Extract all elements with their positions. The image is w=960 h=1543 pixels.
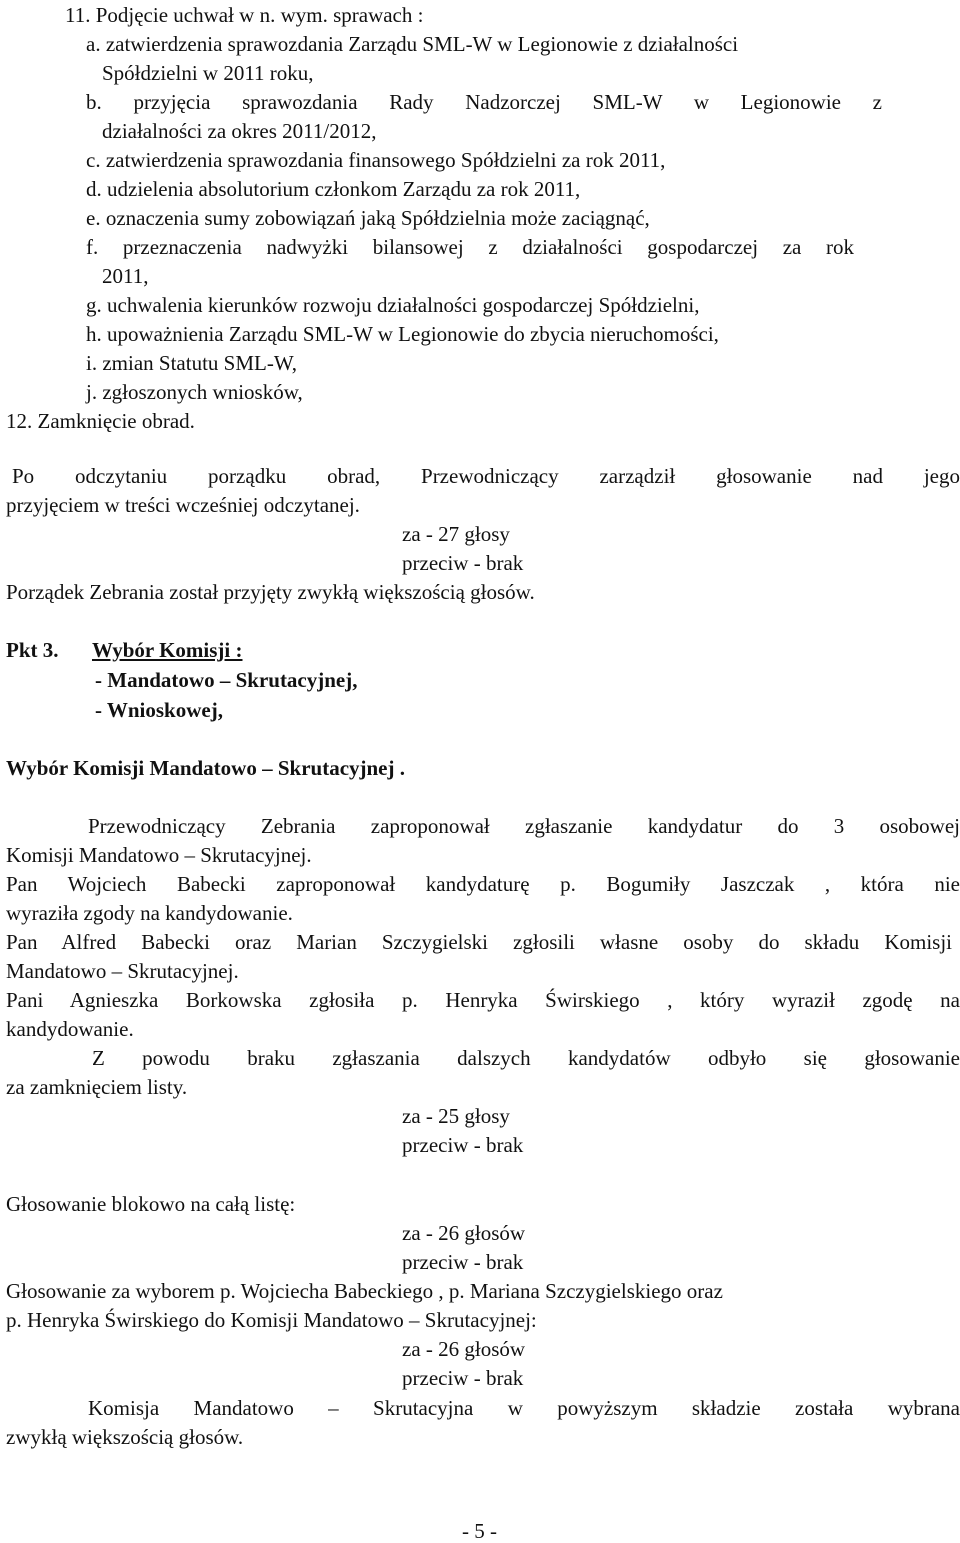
agenda-subitem-g: g. uchwalenia kierunków rozwoju działalności gospodarczej Spółdzielni,	[86, 293, 700, 317]
point-title: Wybór Komisji :	[92, 638, 243, 662]
agenda-subitem-f-cont: 2011,	[102, 264, 149, 288]
agenda-subitem-h: h. upoważnienia Zarządu SML-W w Legionowie do zbycia nieruchomości,	[86, 322, 719, 346]
vote-for: za - 26 głosów	[402, 1221, 526, 1245]
paragraph-4: Pani Agnieszka Borkowska zgłosiła p. Henryka Świrskiego , który wyraził zgodę na	[6, 988, 960, 1012]
agenda-subitem-f: f. przeznaczenia nadwyżki bilansowej z działalności gospodarczej za rok	[86, 235, 854, 259]
committee-option-2: - Wnioskowej,	[95, 698, 223, 722]
paragraph-7-cont: zwykłą większością głosów.	[6, 1425, 244, 1449]
point-label: Pkt 3.	[6, 638, 59, 662]
agenda-subitem-j: j. zgłoszonych wniosków,	[86, 380, 303, 404]
paragraph-4-cont: kandydowanie.	[6, 1017, 134, 1041]
agenda-subitem-b-cont: działalności za okres 2011/2012,	[102, 119, 377, 143]
paragraph-6: Głosowanie za wyborem p. Wojciecha Babeckiego , p. Mariana Szczygielskiego oraz	[6, 1279, 723, 1303]
committee-option-1: - Mandatowo – Skrutacyjnej,	[95, 668, 358, 692]
paragraph-7: Komisja Mandatowo – Skrutacyjna w powyższym składzie została wybrana	[88, 1396, 960, 1420]
agenda-item-11: 11. Podjęcie uchwał w n. wym. sprawach :	[65, 3, 424, 27]
paragraph-2: Pan Wojciech Babecki zaproponował kandydaturę p. Bogumiły Jaszczak , która nie	[6, 872, 960, 896]
paragraph-1-cont: Komisji Mandatowo – Skrutacyjnej.	[6, 843, 312, 867]
vote-against: przeciw - brak	[402, 1366, 524, 1390]
agenda-item-12: 12. Zamknięcie obrad.	[6, 409, 195, 433]
paragraph-3: Pan Alfred Babecki oraz Marian Szczygielski zgłosili własne osoby do składu Komisji	[6, 930, 952, 954]
page-number: - 5 -	[462, 1519, 497, 1543]
paragraph-5: Z powodu braku zgłaszania dalszych kandydatów odbyło się głosowanie	[92, 1046, 960, 1070]
paragraph-3-cont: Mandatowo – Skrutacyjnej.	[6, 959, 239, 983]
paragraph-2-cont: wyraziła zgody na kandydowanie.	[6, 901, 293, 925]
agenda-vote-paragraph-cont: przyjęciem w treści wcześniej odczytanej.	[6, 493, 360, 517]
agenda-subitem-i: i. zmian Statutu SML-W,	[86, 351, 297, 375]
vote-against: przeciw - brak	[402, 1133, 524, 1157]
block-vote-label: Głosowanie blokowo na całą listę:	[6, 1192, 296, 1216]
vote-for: za - 25 głosy	[402, 1104, 510, 1128]
agenda-vote-paragraph: Po odczytaniu porządku obrad, Przewodniczący zarządził głosowanie nad jego	[12, 464, 960, 488]
section-heading: Wybór Komisji Mandatowo – Skrutacyjnej .	[6, 756, 405, 780]
agenda-subitem-c: c. zatwierdzenia sprawozdania finansowego Spółdzielni za rok 2011,	[86, 148, 666, 172]
agenda-subitem-d: d. udzielenia absolutorium członkom Zarządu za rok 2011,	[86, 177, 581, 201]
paragraph-6-cont: p. Henryka Świrskiego do Komisji Mandatowo – Skrutacyjnej:	[6, 1308, 537, 1332]
vote-against: przeciw - brak	[402, 551, 524, 575]
agenda-subitem-b: b. przyjęcia sprawozdania Rady Nadzorczej SML-W w Legionowie z	[86, 90, 882, 114]
vote-against: przeciw - brak	[402, 1250, 524, 1274]
agenda-subitem-a: a. zatwierdzenia sprawozdania Zarządu SML-W w Legionowie z działalności	[86, 32, 739, 56]
agenda-vote-result: Porządek Zebrania został przyjęty zwykłą większością głosów.	[6, 580, 535, 604]
paragraph-1: Przewodniczący Zebrania zaproponował zgłaszanie kandydatur do 3 osobowej	[88, 814, 960, 838]
vote-for: za - 27 głosy	[402, 522, 510, 546]
agenda-subitem-e: e. oznaczenia sumy zobowiązań jaką Spółdzielnia może zaciągnąć,	[86, 206, 650, 230]
paragraph-5-cont: za zamknięciem listy.	[6, 1075, 188, 1099]
agenda-subitem-a-cont: Spółdzielni w 2011 roku,	[102, 61, 314, 85]
vote-for: za - 26 głosów	[402, 1337, 526, 1361]
